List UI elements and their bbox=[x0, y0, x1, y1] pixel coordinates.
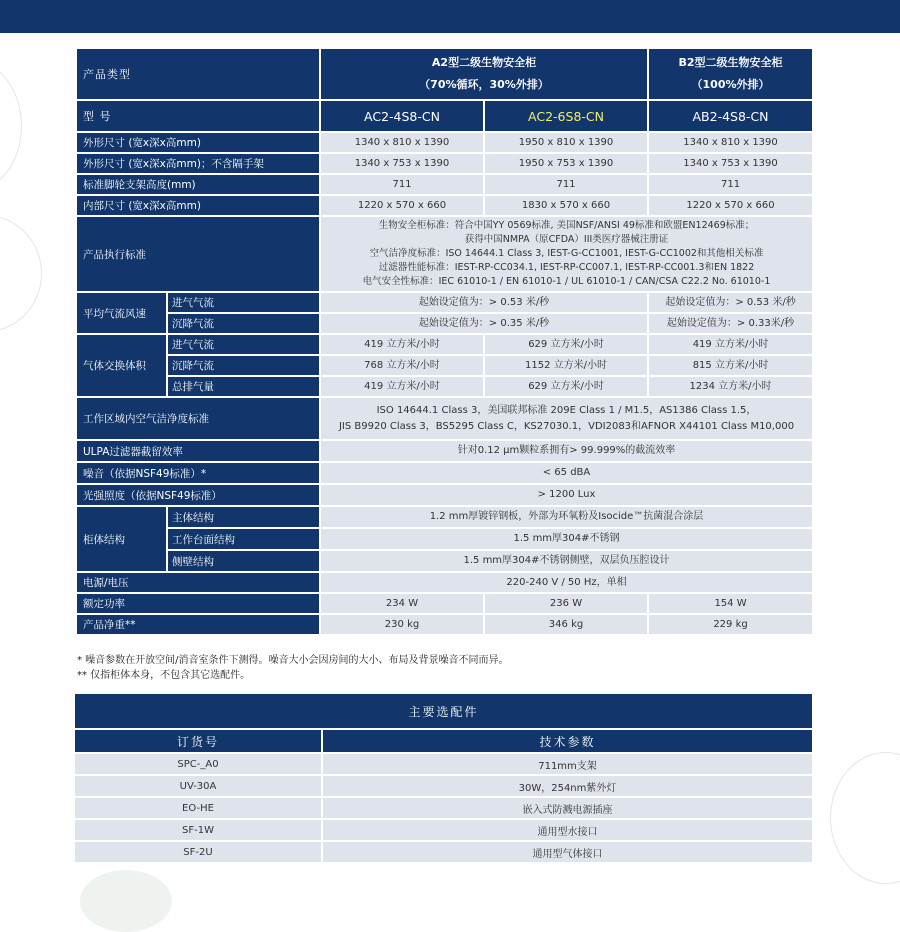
row-label: ULPA过滤器截留效率 bbox=[76, 440, 320, 462]
standards-line: 获得中国NMPA（原CFDA）III类医疗器械注册证 bbox=[464, 234, 669, 245]
decorative-hexagon bbox=[0, 60, 22, 192]
sub-row-label: 侧壁结构 bbox=[167, 550, 320, 572]
cleanliness-cell bbox=[320, 397, 813, 440]
decorative-hexagon bbox=[0, 215, 42, 332]
tech-spec-cell: 711mm支架 bbox=[322, 753, 813, 775]
order-number-cell: SF-2U bbox=[74, 841, 322, 863]
row-label: 外形尺寸 (宽x深x高mm) bbox=[76, 132, 320, 153]
row-label: 光强照度（依据NSF49标准） bbox=[76, 484, 320, 506]
a2-type-subtitle: （70%循环，30%外排） bbox=[419, 78, 549, 91]
table-row bbox=[74, 819, 813, 841]
b2-type-title: B2型二级生物安全柜 bbox=[678, 56, 783, 69]
value-cell: 起始设定值为：> 0.53 米/秒 bbox=[648, 292, 813, 313]
standards-line: 空气洁净度标准：ISO 14644.1 Class 3, IEST-G-CC1001, IEST-G-CC1002和其他相关标准 bbox=[369, 248, 764, 259]
tech-spec-cell: 通用型气体接口 bbox=[322, 841, 813, 863]
order-number-cell: SPC-_A0 bbox=[74, 753, 322, 775]
sub-row-label: 工作台面结构 bbox=[167, 528, 320, 550]
value-cell: 768 立方米/小时 bbox=[320, 355, 484, 376]
value-cell: > 1200 Lux bbox=[320, 484, 813, 506]
model-cell: AB2-4S8-CN bbox=[648, 100, 813, 132]
order-number-cell: UV-30A bbox=[74, 775, 322, 797]
value-cell: 针对0.12 μm颗粒系拥有> 99.999%的截流效率 bbox=[320, 440, 813, 462]
row-label: 标准脚轮支架高度(mm) bbox=[76, 174, 320, 195]
row-label: 内部尺寸 (宽x深x高mm) bbox=[76, 195, 320, 216]
sub-row-label: 沉降气流 bbox=[167, 355, 320, 376]
order-number-cell: EO-HE bbox=[74, 797, 322, 819]
row-label: 产品执行标准 bbox=[76, 216, 320, 292]
value-cell: 629 立方米/小时 bbox=[484, 334, 648, 355]
row-label: 外形尺寸 (宽x深x高mm)；不含隔手架 bbox=[76, 153, 320, 174]
value-cell: 1152 立方米/小时 bbox=[484, 355, 648, 376]
row-label: 噪音（依据NSF49标准）* bbox=[76, 462, 320, 484]
sub-row-label: 主体结构 bbox=[167, 506, 320, 528]
cleanliness-line: JIS B9920 Class 3，BS5295 Class C，KS27030.1，VDI2083和AFNOR X44101 Class M10,000 bbox=[338, 420, 795, 432]
value-cell: 1950 x 753 x 1390 bbox=[484, 153, 648, 174]
value-cell: < 65 dBA bbox=[320, 462, 813, 484]
value-cell: 419 立方米/小时 bbox=[320, 334, 484, 355]
accessories-title: 主要选配件 bbox=[74, 693, 813, 729]
value-cell: 220-240 V / 50 Hz，单相 bbox=[320, 572, 813, 593]
value-cell: 1.2 mm厚镀锌钢板，外部为环氧粉及Isocide™抗菌混合涂层 bbox=[320, 506, 813, 528]
spec-table bbox=[75, 47, 814, 636]
model-cell: AC2-4S8-CN bbox=[320, 100, 484, 132]
value-cell: 1340 x 753 x 1390 bbox=[648, 153, 813, 174]
decorative-hexagon bbox=[80, 870, 172, 932]
footnotes bbox=[77, 653, 509, 683]
row-group-label: 柜体结构 bbox=[76, 506, 167, 572]
tech-spec-header: 技术参数 bbox=[322, 729, 813, 753]
table-row bbox=[74, 775, 813, 797]
value-cell: 1340 x 810 x 1390 bbox=[320, 132, 484, 153]
row-group-label: 气体交换体积 bbox=[76, 334, 167, 397]
value-cell: 1234 立方米/小时 bbox=[648, 376, 813, 397]
b2-type-header bbox=[648, 48, 813, 100]
value-cell: 1.5 mm厚304#不锈钢 bbox=[320, 528, 813, 550]
a2-type-title: A2型二级生物安全柜 bbox=[431, 56, 537, 69]
row-label: 工作区域内空气洁净度标准 bbox=[76, 397, 320, 440]
value-cell: 1.5 mm厚304#不锈钢侧壁，双层负压腔设计 bbox=[320, 550, 813, 572]
value-cell: 236 W bbox=[484, 593, 648, 614]
value-cell: 419 立方米/小时 bbox=[648, 334, 813, 355]
b2-type-subtitle: （100%外排） bbox=[691, 78, 770, 91]
sub-row-label: 进气气流 bbox=[167, 292, 320, 313]
value-cell: 起始设定值为：> 0.35 米/秒 bbox=[320, 313, 648, 334]
value-cell: 1950 x 810 x 1390 bbox=[484, 132, 648, 153]
value-cell: 1830 x 570 x 660 bbox=[484, 195, 648, 216]
standards-cell bbox=[320, 216, 813, 292]
decorative-hexagon bbox=[830, 752, 900, 884]
row-group-label: 平均气流风速 bbox=[76, 292, 167, 334]
value-cell: 711 bbox=[320, 174, 484, 195]
row-label: 电源/电压 bbox=[76, 572, 320, 593]
value-cell: 230 kg bbox=[320, 614, 484, 635]
sub-row-label: 沉降气流 bbox=[167, 313, 320, 334]
tech-spec-cell: 通用型水接口 bbox=[322, 819, 813, 841]
tech-spec-cell: 30W，254nm紫外灯 bbox=[322, 775, 813, 797]
top-banner bbox=[0, 0, 900, 33]
a2-type-header bbox=[320, 48, 648, 100]
footnote: * 噪音参数在开放空间/消音室条件下测得。噪音大小会因房间的大小、布局及背景噪音不同而异。 bbox=[77, 655, 509, 666]
standards-line: 生物安全柜标准：符合中国YY 0569标准, 美国NSF/ANSI 49标准和欧盟EN12469标准； bbox=[378, 220, 755, 231]
value-cell: 起始设定值为：> 0.53 米/秒 bbox=[320, 292, 648, 313]
footnote: ** 仅指柜体本身，不包含其它选配件。 bbox=[77, 670, 251, 681]
value-cell: 229 kg bbox=[648, 614, 813, 635]
value-cell: 154 W bbox=[648, 593, 813, 614]
value-cell: 1220 x 570 x 660 bbox=[648, 195, 813, 216]
order-number-header: 订货号 bbox=[74, 729, 322, 753]
value-cell: 1340 x 753 x 1390 bbox=[320, 153, 484, 174]
sub-row-label: 总排气量 bbox=[167, 376, 320, 397]
value-cell: 1340 x 810 x 1390 bbox=[648, 132, 813, 153]
table-row bbox=[74, 797, 813, 819]
tech-spec-cell: 嵌入式防溅电源插座 bbox=[322, 797, 813, 819]
value-cell: 711 bbox=[648, 174, 813, 195]
value-cell: 629 立方米/小时 bbox=[484, 376, 648, 397]
row-label: 产品净重** bbox=[76, 614, 320, 635]
value-cell: 1220 x 570 x 660 bbox=[320, 195, 484, 216]
accessories-table bbox=[73, 692, 814, 864]
value-cell: 234 W bbox=[320, 593, 484, 614]
row-label: 额定功率 bbox=[76, 593, 320, 614]
value-cell: 419 立方米/小时 bbox=[320, 376, 484, 397]
standards-line: 电气安全性标准：IEC 61010-1 / EN 61010-1 / UL 61010-1 / CAN/CSA C22.2 No. 61010-1 bbox=[362, 276, 771, 287]
model-label: 型 号 bbox=[76, 100, 320, 132]
cleanliness-line: ISO 14644.1 Class 3，美国联邦标准 209E Class 1 / M1.5，AS1386 Class 1.5， bbox=[376, 404, 757, 416]
order-number-cell: SF-1W bbox=[74, 819, 322, 841]
value-cell: 346 kg bbox=[484, 614, 648, 635]
sub-row-label: 进气气流 bbox=[167, 334, 320, 355]
value-cell: 815 立方米/小时 bbox=[648, 355, 813, 376]
table-row bbox=[74, 753, 813, 775]
product-type-label: 产品类型 bbox=[76, 48, 320, 100]
table-row bbox=[74, 841, 813, 863]
value-cell: 起始设定值为：> 0.33米/秒 bbox=[648, 313, 813, 334]
standards-line: 过滤器性能标准：IEST-RP-CC034.1, IEST-RP-CC007.1, IEST-RP-CC001.3和EN 1822 bbox=[378, 262, 755, 273]
model-cell-highlighted: AC2-6S8-CN bbox=[484, 100, 648, 132]
value-cell: 711 bbox=[484, 174, 648, 195]
